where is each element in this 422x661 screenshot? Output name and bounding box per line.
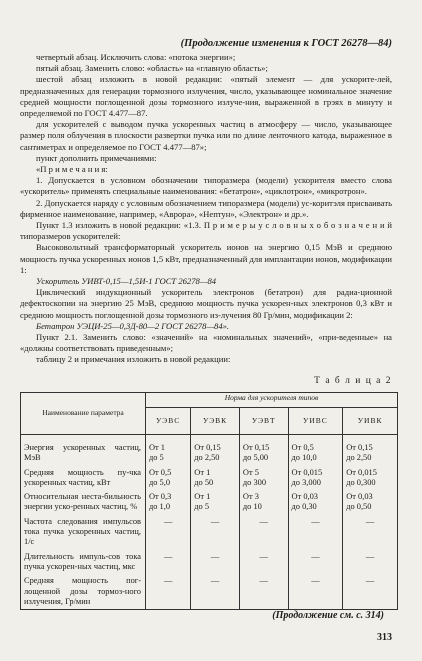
norm-value: От 0,5 до 5,0	[146, 464, 191, 489]
norm-value: От 0,015 до 3,000	[288, 464, 343, 489]
parameter-name: Длительность импуль-сов тока пучка ускорен-ных частиц, мкс	[21, 548, 146, 573]
norm-value: —	[191, 548, 240, 573]
type-header: УЭВС	[146, 408, 191, 435]
parameter-name: Частота следования импульсов тока пучка ускоренных частиц, 1/с	[21, 513, 146, 548]
table-row	[21, 513, 398, 548]
norm-value: —	[288, 548, 343, 573]
table-caption: Т а б л и ц а 2	[314, 376, 392, 386]
norm-value: —	[146, 513, 191, 548]
parameter-name: Энергия ускоренных частиц, МэВ	[21, 435, 146, 464]
paragraph: Пункт 2.1. Заменить слово: «значений» на «номинальных значений», «при-веденные» на «должны соответствовать приведенным»;	[20, 332, 392, 354]
paragraph: четвертый абзац. Исключить слова: «потока энергии»;	[36, 52, 236, 62]
norm-value: От 3 до 10	[239, 488, 288, 513]
note-item: 2. Допускается наряду с условным обозначением типоразмера (модели) ус-коритэля присваивать фирменное наименование, например, «Аврора», «Нептун», «Электрон» и др.».	[20, 197, 392, 219]
norm-value: От 0,15 до 2,50	[343, 435, 398, 464]
table-row	[21, 548, 398, 573]
norm-value: От 1 до 5	[191, 488, 240, 513]
norm-column-header: Норма для ускорителя типов	[146, 393, 398, 408]
parameter-name: Относительная неста-бильность энергии уско-ренных частиц, %	[21, 488, 146, 513]
norm-value: —	[343, 513, 398, 548]
norm-value: От 0,15 до 2,50	[191, 435, 240, 464]
paragraph: шестой абзац изложить в новой редакции: «пятый элемент — для ускорите-лей, предназначенных для генерации тормозного излучения, число, указывающее номинальное значение средней мощности поглощенной дозы тормозного излуче-ния, выраженной в грэях в минуту и определяемой по ГОСТ 4.477—87.	[20, 74, 392, 119]
paragraph: Пункт 1.3 изложить в новой редакции: «1.3. П р и м е р ы у с л о в н ы х о б о з н а ч е н и й типоразмеров ускорителей:	[20, 220, 392, 242]
paragraph: для ускорителей с выводом пучка ускоренных частиц в атмосферу — число, указывающее размер поля облучения в плоскости развертки пучка или по длине ленточного катода, выраженное в сантиметрах и определяемое по ГОСТ 4.477—87»;	[20, 119, 392, 152]
parameters-table	[20, 392, 398, 610]
paragraph: Циклический индукционный ускоритель электронов (бетатрон) для радиа-ционной дефектоскопии на энергию 25 МэВ, среднюю мощность пучка ускорен-ных электронов 0,3 кВт и среднюю мощность поглощенной дозы тормозного из-лучения 80 Гр/мин, модификации 2:	[20, 287, 392, 320]
table-row	[21, 464, 398, 489]
parameter-name: Средняя мощность пу-чка ускоренных частиц, кВт	[21, 464, 146, 489]
page-number: 313	[377, 632, 392, 643]
norm-value: —	[343, 572, 398, 609]
continuation-header: (Продолжение изменения к ГОСТ 26278—84)	[180, 38, 392, 49]
param-column-header: Наименование параметра	[21, 393, 146, 435]
norm-value: От 0,015 до 0,300	[343, 464, 398, 489]
norm-value: —	[191, 513, 240, 548]
type-header: УЭВК	[191, 408, 240, 435]
norm-value: —	[288, 572, 343, 609]
body-text	[20, 52, 392, 366]
parameter-name: Средняя мощность пог-лощенной дозы тормоз-ного излучения, Гр/мин	[21, 572, 146, 609]
notes-heading: «П р и м е ч а н и я:	[36, 164, 108, 175]
norm-value: —	[239, 513, 288, 548]
norm-value: От 0,5 до 10,0	[288, 435, 343, 464]
norm-value: От 1 до 5	[146, 435, 191, 464]
example-designation: Бетатрон УЭЦИ-25—0,3Д-80—2 ГОСТ 26278—84».	[36, 320, 230, 331]
paragraph: пункт дополнить примечаниями:	[36, 152, 157, 163]
type-header: УИВК	[343, 408, 398, 435]
continuation-footer: (Продолжение см. с. 314)	[272, 610, 384, 621]
norm-value: От 5 до 300	[239, 464, 288, 489]
type-header: УИВС	[288, 408, 343, 435]
norm-value: —	[146, 572, 191, 609]
example-designation: Ускоритель УИВТ-0,15—1,5И-1 ГОСТ 26278—84	[36, 276, 217, 287]
norm-value: —	[288, 513, 343, 548]
norm-value: —	[239, 548, 288, 573]
norm-value: От 0,15 до 5,00	[239, 435, 288, 464]
norm-value: От 0,03 до 0,50	[343, 488, 398, 513]
table-row	[21, 488, 398, 513]
norm-value: От 1 до 50	[191, 464, 240, 489]
norm-value: —	[146, 548, 191, 573]
paragraph: пятый абзац. Заменить слово: «область» на «главную область»;	[36, 63, 268, 74]
norm-value: —	[191, 572, 240, 609]
type-header: УЭВТ	[239, 408, 288, 435]
norm-value: —	[239, 572, 288, 609]
table-row	[21, 435, 398, 464]
norm-value: От 0,03 до 0,30	[288, 488, 343, 513]
note-item: 1. Допускается в условном обозначении типоразмера (модели) ускорителя вместо слова «ускоритель» применять специальные наименования: «бетатрон», «циклотрон», «микротрон».	[20, 175, 392, 197]
norm-value: —	[343, 548, 398, 573]
paragraph: Высоковольтный трансформаторный ускоритель ионов на энергию 0,15 МэВ и среднюю мощность пучка ускоренных ионов 1,5 кВт, предназначенный для имплантации ионов, модификации 1:	[20, 242, 392, 275]
paragraph: таблицу 2 и примечания изложить в новой редакции:	[36, 354, 231, 365]
table-row	[21, 572, 398, 609]
norm-value: От 0,3 до 1,0	[146, 488, 191, 513]
